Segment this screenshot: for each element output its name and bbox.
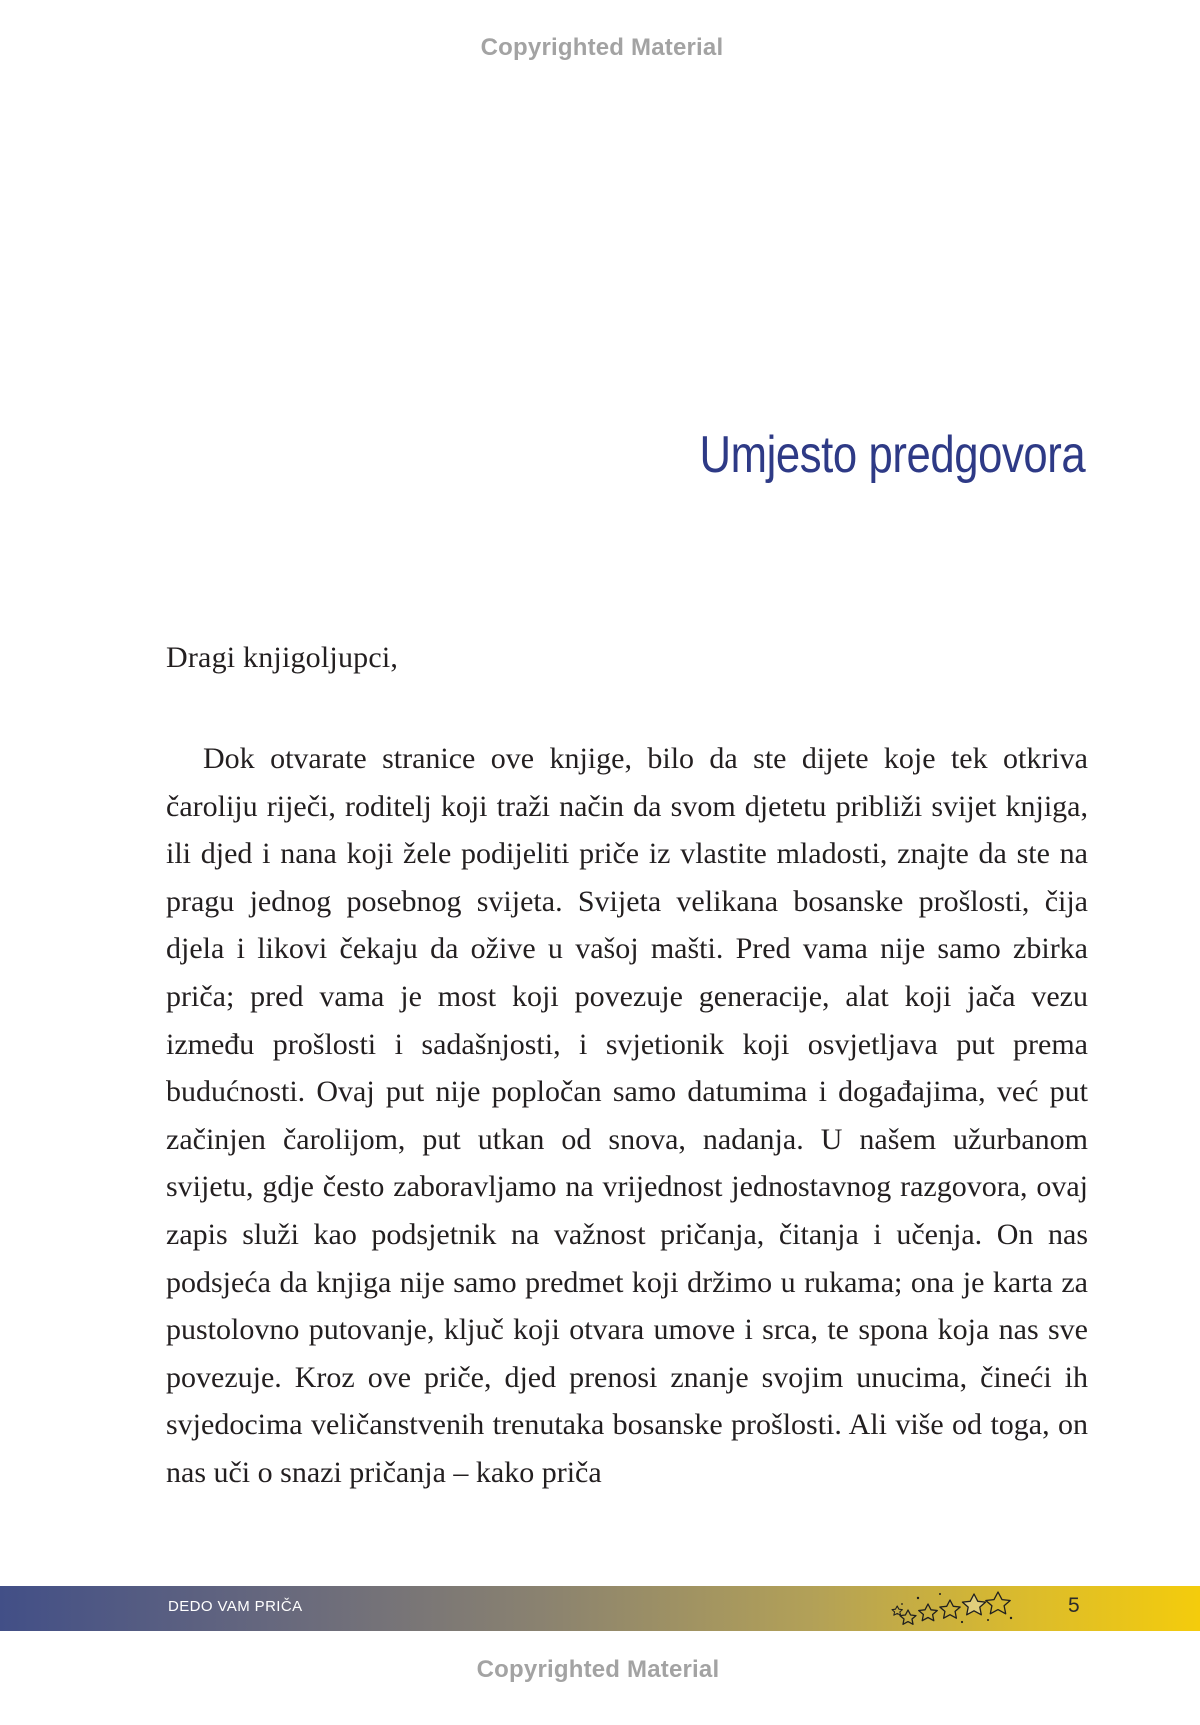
running-footer-title: DEDO VAM PRIČA [168, 1598, 303, 1615]
copyright-watermark-top: Copyrighted Material [480, 34, 724, 61]
body-paragraph: Dok otvarate stranice ove knjige, bilo da ste dijete koje tek otkriva čaroliju riječi, roditelj koji traži način da svom djetetu približi svijet knjiga, ili djed i nana koji žele podijeliti priče iz vlastite mladosti, znajte da ste na pragu jednog posebnog svijeta. Svijeta velikana bosanske prošlosti, čija djela i likovi čekaju da ožive u vašoj mašti. Pred vama nije samo zbirka priča; pred vama je most koji povezuje generacije, alat koji jača vezu između prošlosti i sadašnjosti, i svjetionik koji osvjetljava put prema budućnosti. Ovaj put nije popločan samo datumima i događajima, već put začinjen čarolijom, put utkan od snova, nadanja. U našem užurbanom svijetu, gdje često zaboravljamo na vrijednost jednostavnog razgovora, ovaj zapis služi kao podsjetnik na važnost pričanja, čitanja i učenja. On nas podsjeća da knjiga nije samo predmet koji držimo u rukama; ona je karta za pustolovno putovanje, ključ koji otvara umove i srca, te spona koja nas sve povezuje. Kroz ove priče, djed prenosi znanje svojim unucima, čineći ih svjedocima veličanstvenih trenutaka bosanske prošlosti. Ali više od toga, on nas uči o snazi pričanja – kako priča [166, 742, 1088, 1489]
chapter-title: Umjesto predgovora [699, 426, 1085, 484]
stars-icon [888, 1588, 1016, 1630]
footer-band [0, 1586, 1200, 1631]
salutation: Dragi knjigoljupci, [166, 641, 399, 674]
page-number: 5 [1068, 1594, 1080, 1617]
copyright-watermark-bottom: Copyrighted Material [476, 1656, 720, 1683]
